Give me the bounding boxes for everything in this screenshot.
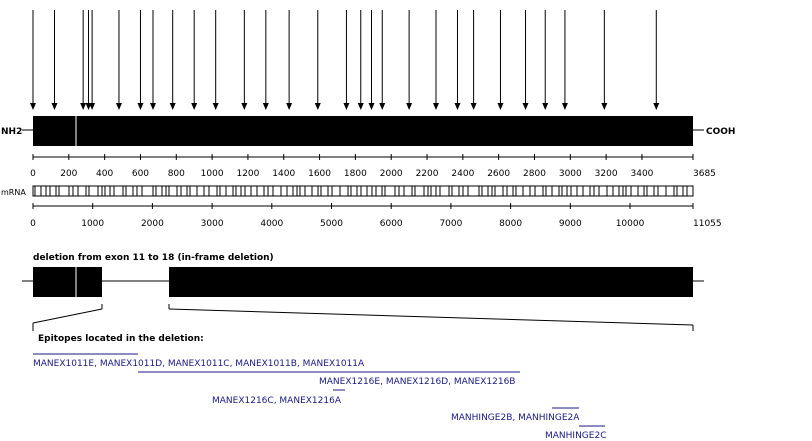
epitope-arrow (30, 10, 36, 110)
epitope-arrow (562, 10, 568, 110)
mrna-tick-label: 6000 (379, 219, 403, 229)
epitope-arrow (454, 10, 460, 110)
epitope-arrow (523, 10, 529, 110)
mrna-tick-label: 8000 (499, 219, 523, 229)
protein-tick-label: 0 (30, 169, 36, 179)
protein-tick-label: 800 (167, 169, 185, 179)
epitope-arrow (137, 10, 143, 110)
mrna-tick-label: 4000 (260, 219, 284, 229)
epitope-arrow (497, 10, 503, 110)
protein-tick-label: 1200 (236, 169, 260, 179)
epitope-arrow (80, 10, 86, 110)
deletion-zoom-bracket (33, 304, 693, 331)
protein-tick-label: 1600 (308, 169, 332, 179)
protein-tick-label: 3400 (630, 169, 654, 179)
epitope-arrow (601, 10, 607, 110)
protein-tick-label: 1400 (272, 169, 296, 179)
protein-tick-label: 400 (96, 169, 114, 179)
epitope-arrow (116, 10, 122, 110)
protein-tick-label: 1000 (200, 169, 224, 179)
epitope-group-1011: MANEX1011E, MANEX1011D, MANEX1011C, MANEX1011B, MANEX1011A (33, 359, 365, 369)
epitope-arrow (191, 10, 197, 110)
epitope-group-hinge2c: MANHINGE2C (545, 431, 607, 441)
epitope-arrow (150, 10, 156, 110)
protein-tick-label: 600 (131, 169, 150, 179)
epitope-group-1216-b: MANEX1216E, MANEX1216D, MANEX1216B (319, 377, 516, 387)
epitope-arrow (406, 10, 412, 110)
epitope-arrow (433, 10, 439, 110)
epitope-arrow (89, 10, 95, 110)
nh2-label: NH2 (1, 127, 23, 137)
epitope-group-hinge2ab: MANHINGE2B, MANHINGE2A (451, 413, 580, 423)
protein-tick-label: 2600 (487, 169, 511, 179)
protein-tick-label: 2800 (523, 169, 546, 179)
protein-tick-label: 3000 (558, 169, 582, 179)
epitope-arrow (241, 10, 247, 110)
protein-tick-label: 2200 (415, 169, 439, 179)
mrna-tick-label: 0 (30, 219, 36, 229)
protein-tick-label: 2000 (379, 169, 403, 179)
epitope-arrow (86, 10, 92, 110)
epitope-arrow (358, 10, 364, 110)
epitope-group-1216-a: MANEX1216C, MANEX1216A (212, 396, 341, 406)
mrna-tick-label: 7000 (439, 219, 463, 229)
epitopes-heading: Epitopes located in the deletion: (38, 334, 204, 344)
epitope-arrow-markers (30, 10, 659, 110)
protein-tick-label: 1800 (343, 169, 367, 179)
mrna-tick-label: 5000 (320, 219, 343, 229)
epitope-arrow (315, 10, 321, 110)
epitope-arrow (170, 10, 176, 110)
epitope-arrow (51, 10, 57, 110)
protein-tick-label: 200 (60, 169, 78, 179)
deletion-bar-left (33, 267, 102, 297)
epitope-arrow (653, 10, 659, 110)
epitope-arrow (213, 10, 219, 110)
mrna-label: mRNA (1, 188, 26, 197)
mrna-tick-label: 3000 (200, 219, 224, 229)
epitope-arrow (263, 10, 269, 110)
epitope-arrow (542, 10, 548, 110)
epitope-arrow (379, 10, 385, 110)
mrna-tick-label: 1000 (81, 219, 105, 229)
deletion-bar-right (169, 267, 693, 297)
cooh-label: COOH (706, 127, 736, 137)
protein-tick-label: 3200 (594, 169, 618, 179)
epitope-arrow (369, 10, 375, 110)
protein-bar (33, 116, 693, 146)
epitope-arrow (286, 10, 292, 110)
mrna-axis-end-label: 11055 (693, 219, 722, 229)
mrna-tick-label: 9000 (558, 219, 582, 229)
deletion-title: deletion from exon 11 to 18 (in-frame deletion) (33, 253, 274, 263)
protein-tick-label: 2400 (451, 169, 475, 179)
protein-axis-ticks (30, 154, 716, 179)
mrna-tick-label: 2000 (140, 219, 164, 229)
mrna-axis-ticks (30, 203, 722, 229)
mrna-tick-label: 10000 (615, 219, 645, 229)
epitope-arrow (471, 10, 477, 110)
protein-axis-end-label: 3685 (693, 169, 716, 179)
epitope-arrow (343, 10, 349, 110)
